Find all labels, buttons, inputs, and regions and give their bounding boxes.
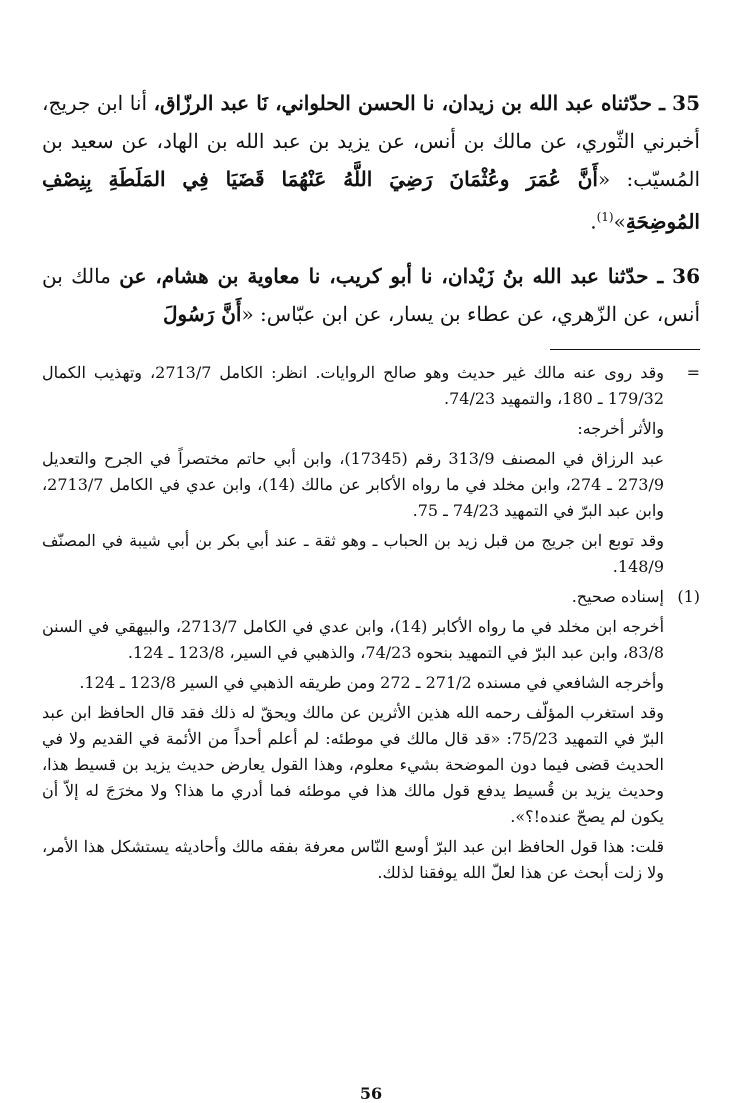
footnotes (42, 360, 700, 886)
book-page (42, 84, 701, 1103)
main-text (42, 84, 700, 333)
hadith-36 (42, 257, 700, 333)
footnote-marker: (1) (677, 586, 700, 606)
hadith-line: الهاد، عن سعيد بن المُسيّب: « (42, 129, 701, 191)
continuation-marker: = (686, 362, 700, 382)
footnote-paragraph: إسناده صحيح. (571, 586, 664, 606)
footnote-paragraph: وقد استغرب المؤلّف رحمه الله هذين الأثرين عن مالك ويحقّ له ذلك فقد قال الحافظ ابن عبد البرّ في التمهيد 75/23: «قد قال مالك في موطئه: لم أعلم أحداً من الأئمة في القديم ولا في الحديث قضى فيما دون الموضحة بشيء معلوم، وهذا القول يعارض حديث يزيد بن قسيط هذا، وحديث يزيد بن قُسيط يدفع قول مالك هذا في موطئه فما أدري ما هذا؟ ولا مخرَجَ له إلاّ أن يكون لم يصحّ عنده!؟». (42, 702, 665, 826)
footnote-paragraph: وقد توبع ابن جريج من قبل زيد بن الحباب ـ وهو ثقة ـ عند أبي بكر بن أبي شيبة في المصنّف 148/9. (42, 530, 665, 576)
footnote-paragraph: وقد روى عنه مالك غير حديث وهو صالح الروايات. انظر: الكامل 2713/7، وتهذيب الكمال 179/32 ـ 180، والتمهيد 74/23. (42, 362, 665, 408)
hadith-number: 36 (672, 263, 701, 288)
hadith-line: ـ حدّثنا عبد الله بنُ زَيْدان، نا أبو كريب، نا معاوية بن هشام، عن (119, 263, 673, 288)
hadith-line: أنا ابن جريج، أخبرني الثّوري، عن مالك بن أنس، عن يزيد بن عبد الله بن (42, 91, 700, 153)
hadith-35 (42, 84, 700, 241)
footnote-separator (550, 349, 700, 350)
quote-close: » (613, 209, 626, 234)
footnote-paragraph: عبد الرزاق في المصنف 313/9 رقم (17345)، وابن أبي حاتم مختصراً في الجرح والتعديل 273/9 ـ 274، وابن مخلد في ما رواه الأكابر عن مالك (14)، وابن عدي في الكامل 2713/7، وابن عبد البرّ في التمهيد 74/23 ـ 75. (42, 448, 665, 520)
footnote-continuation (42, 360, 700, 580)
footnote-paragraph: وأخرجه الشافعي في مسنده 271/2 ـ 272 ومن طريقه الذهبي في السير 123/8 ـ 124. (79, 672, 664, 692)
footnote-paragraph: قلت: هذا قول الحافظ ابن عبد البرّ أوسع النّاس معرفة بفقه مالك وأحاديثه يستشكل هذا الأمر، ولا زلت أبحث عن هذا لعلّ الله يوفقنا لذلك. (42, 836, 664, 882)
hadith-number: 35 (672, 91, 701, 115)
hadith-quote: أَنَّ رَسُولَ (162, 301, 242, 326)
footnote-paragraph: أخرجه ابن مخلد في ما رواه الأكابر (14)، وابن عدي في الكامل 2713/7، والبيهقي في السنن 83/8، وابن عبد البرّ في التمهيد بنحوه 74/23، والذهبي في السير، 123/8 ـ 124. (42, 616, 665, 662)
page-number: 56 (359, 1084, 383, 1103)
footnote-reference[interactable]: (1) (596, 210, 614, 224)
hadith-line: ـ حدّثناه عبد الله بن زيدان، نا الحسن الحلواني، نَا عبد الرزّاق، (153, 91, 673, 115)
footnote-1 (42, 584, 700, 886)
hadith-line: مالك بن أنس، عن الزّهري، عن عطاء بن يسار، عن ابن عبّاس: « (42, 263, 700, 326)
footnote-paragraph: والأثر أخرجه: (577, 418, 664, 438)
hadith-quote: أَنَّ عُمَرَ وعُثْمَانَ رَضِيَ اللَّهُ عَنْهُمَا قَضَيَا فِي المَلَطَةِ بِنِصْفِ المُوضِحَةِ (42, 167, 700, 234)
period: . (590, 209, 597, 234)
